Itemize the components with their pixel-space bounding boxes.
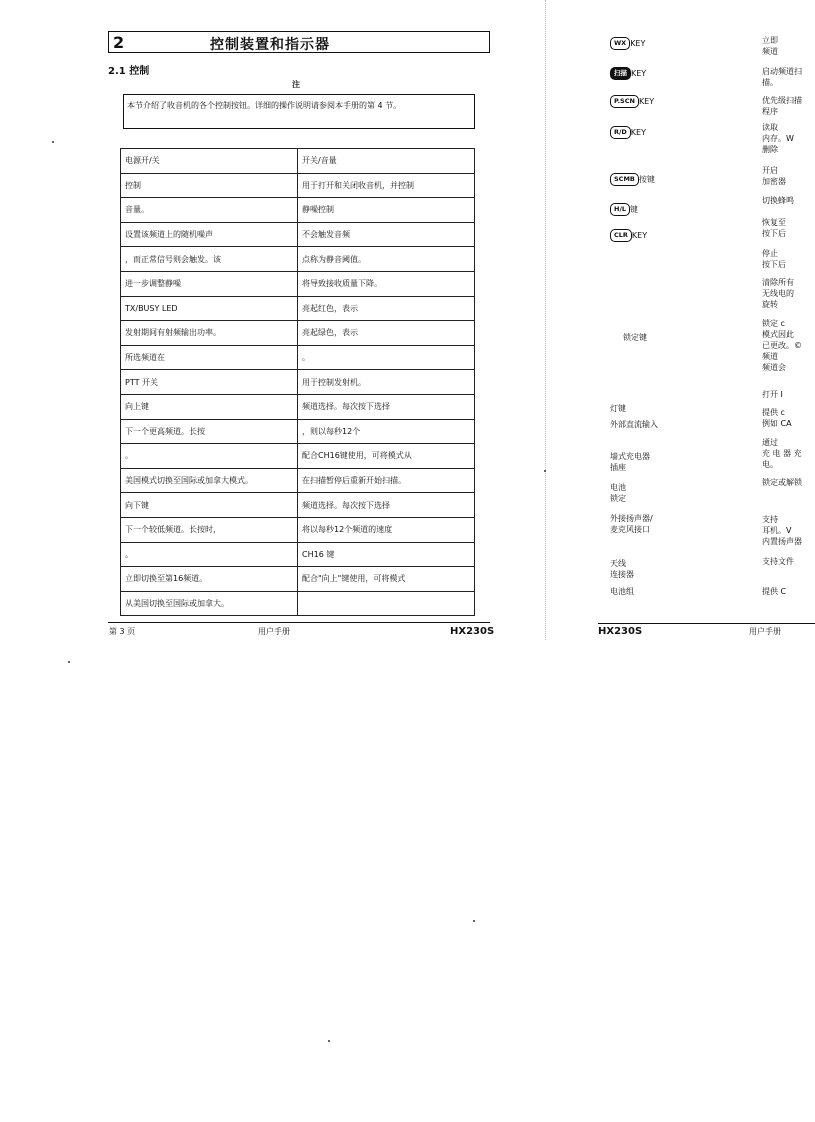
control-name-cell: 。 — [121, 444, 298, 469]
control-name-cell: 控制 — [121, 173, 298, 198]
control-name-cell: 向下键 — [121, 493, 298, 518]
footer-model: HX230S — [450, 626, 495, 637]
light-desc: 打开 I — [762, 390, 783, 399]
table-row — [121, 222, 475, 247]
table-row — [121, 468, 475, 493]
battery-lock-desc: 锁定或解锁 — [762, 478, 802, 487]
key-suffix: KEY — [630, 39, 646, 48]
rd-desc: 读取 内存。W 删除 — [762, 123, 794, 154]
control-desc-cell: 配合CH16键使用，可将模式从 — [298, 444, 475, 469]
footer-model-right: HX230S — [598, 626, 643, 637]
table-row — [121, 567, 475, 592]
ext-dc-label: 外部直流输入 — [610, 420, 658, 429]
battery-lock-label: 电池 锁定 — [610, 483, 626, 503]
footer-rule-right — [598, 623, 815, 624]
section-number: 2 — [113, 33, 125, 52]
clr-stop-desc: 停止 按下后 — [762, 249, 786, 269]
footer-manual-right: 用户手册 — [749, 627, 781, 636]
footer-rule — [108, 622, 490, 623]
lock-desc: 锁定 c 模式因此 已更改。© 频道 频道会 — [762, 319, 802, 372]
control-name-cell: 音量。 — [121, 198, 298, 223]
control-name-cell: 从美国切换至国际或加拿大。 — [121, 591, 298, 616]
battery-pack-desc: 提供 C — [762, 587, 787, 596]
control-desc-cell: ，则以每秒12个 — [298, 419, 475, 444]
control-desc-cell: 不会触发音频 — [298, 222, 475, 247]
table-row — [121, 271, 475, 296]
footer-page-number: 第 3 页 — [109, 627, 136, 636]
control-desc-cell: 频道选择。每次按下选择 — [298, 493, 475, 518]
key-suffix: KEY — [631, 231, 648, 240]
controls-table — [120, 148, 475, 616]
control-desc-cell: 频道选择。每次按下选择 — [298, 394, 475, 419]
table-row — [121, 321, 475, 346]
table-row — [121, 370, 475, 395]
wx-desc: 立即 频道 — [762, 36, 778, 56]
control-name-cell: PTT 开关 — [121, 370, 298, 395]
clr-key-icon: CLR — [610, 229, 632, 242]
pscn-desc: 优先级扫描 程序 — [762, 96, 802, 116]
key-suffix: KEY — [630, 128, 646, 137]
key-row-wx — [610, 37, 645, 50]
control-name-cell: 所选频道在 — [121, 345, 298, 370]
subsection-title: 2.1 控制 — [108, 66, 150, 77]
key-suffix: KEY — [638, 97, 655, 106]
page-gutter — [545, 0, 546, 640]
control-desc-cell: 配合"向上"键使用，可将模式 — [298, 567, 475, 592]
footer-manual-label: 用户手册 — [258, 627, 290, 636]
section-title: 控制装置和指示器 — [210, 37, 330, 53]
control-desc-cell: 。 — [298, 345, 475, 370]
clr-clear-desc: 清除所有 无线电的 旋转 — [762, 278, 794, 309]
control-desc-cell: 将导致接收质量下降。 — [298, 271, 475, 296]
key-row-scan — [610, 67, 646, 80]
scan-desc: 启动频道扫 描。 — [762, 67, 802, 87]
rd-key-icon: R/D — [610, 126, 631, 139]
scmb-toggle-desc: 切换蜂鸣 — [762, 196, 794, 205]
control-desc-cell: 将以每秒12个频道的速度 — [298, 517, 475, 542]
table-row — [121, 517, 475, 542]
key-row-scmb — [610, 173, 655, 186]
ext-speaker-desc: 支持 耳机。V 内置扬声器 — [762, 515, 802, 546]
hl-key-icon: H/L — [610, 203, 630, 216]
control-desc-cell: 亮起绿色，表示 — [298, 321, 475, 346]
key-row-rd — [610, 126, 646, 139]
control-desc-cell — [298, 591, 475, 616]
control-name-cell: TX/BUSY LED — [121, 296, 298, 321]
control-name-cell: 美国模式切换至国际或加拿大模式。 — [121, 468, 298, 493]
control-name-cell: 立即切换至第16频道。 — [121, 567, 298, 592]
table-row — [121, 444, 475, 469]
note-box — [123, 94, 475, 129]
table-row — [121, 296, 475, 321]
scan-speck — [52, 141, 54, 143]
scan-key-icon: 扫描 — [610, 67, 631, 80]
key-row-hl — [610, 203, 638, 216]
table-row — [121, 247, 475, 272]
table-row — [121, 173, 475, 198]
control-desc-cell: 用于打开和关闭收音机，并控制 — [298, 173, 475, 198]
antenna-label: 天线 连接器 — [610, 559, 634, 579]
scan-speck — [473, 920, 475, 922]
key-row-pscn — [610, 95, 654, 108]
control-name-cell: 。 — [121, 542, 298, 567]
control-desc-cell: 亮起红色，表示 — [298, 296, 475, 321]
scmb-key-icon: SCMB — [610, 173, 639, 186]
table-row — [121, 542, 475, 567]
lock-key-label: 锁定键 — [623, 333, 647, 342]
antenna-desc: 支持文件 — [762, 557, 794, 566]
control-name-cell: ，而正常信号则会触发。该 — [121, 247, 298, 272]
key-suffix: KEY — [631, 69, 647, 78]
key-row-clr — [610, 229, 647, 242]
control-desc-cell: 点称为静音阈值。 — [298, 247, 475, 272]
scan-speck — [68, 661, 70, 663]
ext-speaker-label: 外接扬声器/ 麦克风接口 — [610, 514, 653, 534]
scmb-open-desc: 开启 加密器 — [762, 166, 786, 186]
scan-speck — [544, 470, 546, 472]
key-suffix: 按键 — [638, 175, 655, 184]
scan-speck — [328, 1040, 330, 1042]
note-label: 注 — [292, 80, 300, 89]
pscn-key-icon: P.SCN — [610, 95, 639, 108]
control-name-cell: 电源开/关 — [121, 149, 298, 174]
table-row — [121, 493, 475, 518]
wx-key-icon: WX — [610, 37, 630, 50]
control-desc-cell: 静噪控制 — [298, 198, 475, 223]
hl-desc: 恢复至 按下后 — [762, 218, 786, 238]
table-row — [121, 591, 475, 616]
table-row — [121, 345, 475, 370]
table-row — [121, 198, 475, 223]
table-row — [121, 149, 475, 174]
wall-charger-label: 墙式充电器 插座 — [610, 452, 650, 472]
ext-dc-desc: 提供 c 例如 CA — [762, 408, 792, 428]
wall-charger-desc: 通过 充 电 器 充 电。 — [762, 438, 802, 469]
control-desc-cell: CH16 键 — [298, 542, 475, 567]
control-name-cell: 设置该频道上的随机噪声 — [121, 222, 298, 247]
control-name-cell: 发射期间有射频输出功率。 — [121, 321, 298, 346]
table-row — [121, 419, 475, 444]
control-name-cell: 向上键 — [121, 394, 298, 419]
control-name-cell: 进一步调整静噪 — [121, 271, 298, 296]
battery-pack-label: 电池组 — [610, 587, 634, 596]
key-suffix: 键 — [629, 205, 638, 214]
control-name-cell: 下一个更高频道。长按 — [121, 419, 298, 444]
control-desc-cell: 开关/音量 — [298, 149, 475, 174]
note-text: 本节介绍了收音机的各个控制按钮。详细的操作说明请参阅本手册的第 4 节。 — [127, 101, 402, 110]
light-key-label: 灯键 — [610, 404, 626, 413]
control-name-cell: 下一个较低频道。长按时， — [121, 517, 298, 542]
control-desc-cell: 用于控制发射机。 — [298, 370, 475, 395]
table-row — [121, 394, 475, 419]
control-desc-cell: 在扫描暂停后重新开始扫描。 — [298, 468, 475, 493]
